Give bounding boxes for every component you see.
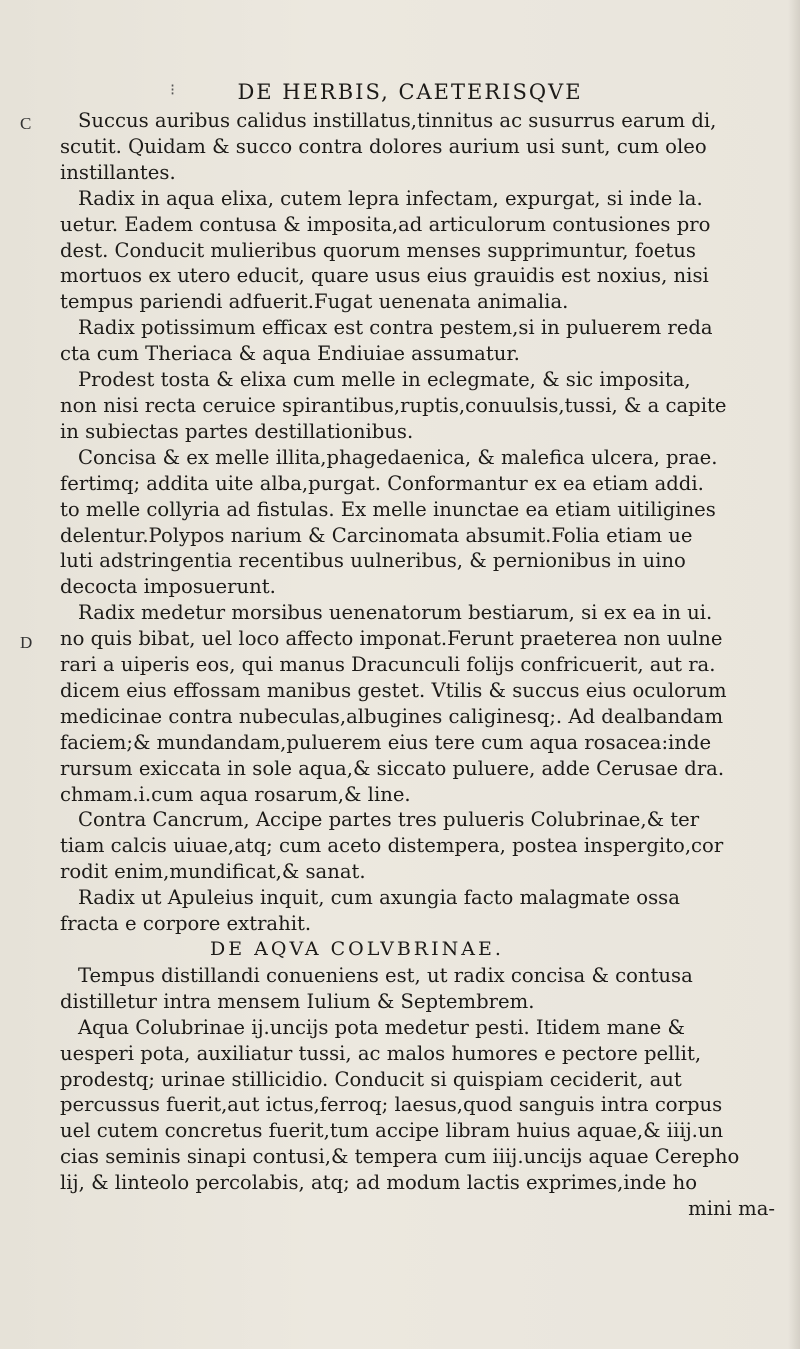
text-line: rodit enim,mundificat,& sanat. <box>60 860 366 884</box>
running-header <box>60 80 760 104</box>
marginal-letter-d: D <box>20 633 33 652</box>
text-line: scutit. Quidam & succo contra dolores aurium usi sunt, cum oleo <box>60 134 707 158</box>
text-line: mortuos ex utero educit, quare usus eius grauidis est noxius, nisi <box>60 264 709 288</box>
text-line: fracta e corpore extrahit. <box>60 912 312 936</box>
text-line: rursum exiccata in sole aqua,& siccato puluere, adde Cerusae dra. <box>60 756 725 780</box>
text-line: Radix in aqua elixa, cutem lepra infectam, expurgat, si inde la. <box>78 186 703 210</box>
text-line: decocta imposuerunt. <box>60 575 276 599</box>
marginal-letter-c: C <box>20 114 32 133</box>
text-line: tempus pariendi adfuerit.Fugat uenenata animalia. <box>60 290 569 314</box>
text-line: Radix medetur morsibus uenenatorum bestiarum, si ex ea in ui. <box>78 601 713 625</box>
text-line: medicinae contra nubeculas,albugines caliginesq;. Ad dealbandam <box>60 704 724 728</box>
text-line: tiam calcis uiuae,atq; cum aceto distempera, postea inspergito,cor <box>60 834 724 858</box>
text-line: in subiectas partes destillationibus. <box>60 419 414 443</box>
text-line: dest. Conducit mulieribus quorum menses supprimuntur, foetus <box>60 238 696 262</box>
header-ornament: ⁝ <box>170 80 178 99</box>
text-line: Tempus distillandi conueniens est, ut radix concisa & contusa <box>78 963 693 987</box>
section-heading: DE AQVA COLVBRINAE. <box>210 938 504 960</box>
text-line: Concisa & ex melle illita,phagedaenica, & malefica ulcera, prae. <box>78 445 718 469</box>
text-line: Radix ut Apuleius inquit, cum axungia facto malagmate ossa <box>78 886 680 910</box>
text-line: rari a uiperis eos, qui manus Dracunculi folijs confricuerit, aut ra. <box>60 653 716 677</box>
text-line: distilletur intra mensem Iulium & Septembrem. <box>60 989 535 1013</box>
text-line: to melle collyria ad fistulas. Ex melle inunctae ea etiam uitiligines <box>60 497 716 521</box>
header-title: DE HERBIS, CAETERISQVE <box>237 80 583 104</box>
page-edge-shadow <box>788 0 800 1349</box>
catchword: mini ma- <box>688 1197 775 1221</box>
text-line: cta cum Theriaca & aqua Endiuiae assumatur. <box>60 342 520 366</box>
text-line: uesperi pota, auxiliatur tussi, ac malos humores e pectore pellit, <box>60 1041 702 1065</box>
text-line: Radix potissimum efficax est contra pestem,si in puluerem reda <box>78 316 713 340</box>
text-line: percussus fuerit,aut ictus,ferroq; laesus,quod sanguis intra corpus <box>60 1093 723 1117</box>
text-line: chmam.i.cum aqua rosarum,& line. <box>60 782 411 806</box>
text-line: cias seminis sinapi contusi,& tempera cum iiij.uncijs aquae Cerepho <box>60 1145 740 1169</box>
text-line: luti adstringentia recentibus uulneribus, & pernionibus in uino <box>60 549 686 573</box>
text-line: Prodest tosta & elixa cum melle in eclegmate, & sic imposita, <box>78 368 691 392</box>
text-line: non nisi recta ceruice spirantibus,ruptis,conuulsis,tussi, & a capite <box>60 393 727 417</box>
text-line: lij, & linteolo percolabis, atq; ad modum lactis exprimes,inde ho <box>60 1171 698 1195</box>
text-line: Aqua Colubrinae ij.uncijs pota medetur pesti. Itidem mane & <box>78 1015 685 1039</box>
text-line: faciem;& mundandam,puluerem eius tere cum aqua rosacea:inde <box>60 730 712 754</box>
text-line: prodestq; urinae stillicidio. Conducit si quispiam ceciderit, aut <box>60 1067 682 1091</box>
text-line: uel cutem concretus fuerit,tum accipe libram huius aquae,& iiij.un <box>60 1119 724 1143</box>
text-line: Contra Cancrum, Accipe partes tres pulueris Colubrinae,& ter <box>78 808 700 832</box>
text-line: instillantes. <box>60 160 176 184</box>
text-line: no quis bibat, uel loco affecto imponat.Ferunt praeterea non uulne <box>60 627 723 651</box>
text-line: fertimq; addita uite alba,purgat. Conformantur ex ea etiam addi. <box>60 471 704 495</box>
text-line: uetur. Eadem contusa & imposita,ad articulorum contusiones pro <box>60 212 711 236</box>
text-line: dicem eius effossam manibus gestet. Vtilis & succus eius oculorum <box>60 678 727 702</box>
text-line: delentur.Polypos narium & Carcinomata absumit.Folia etiam ue <box>60 523 693 547</box>
body-text <box>60 108 785 1222</box>
text-line: Succus auribus calidus instillatus,tinnitus ac susurrus earum di, <box>78 109 717 132</box>
